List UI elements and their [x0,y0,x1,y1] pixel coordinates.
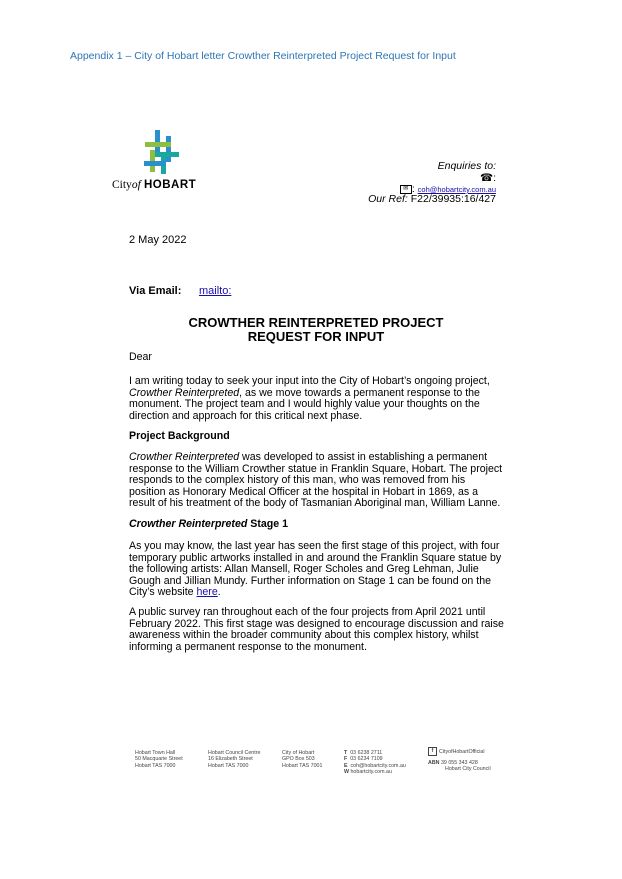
footer-text: Hobart Council Centre [208,750,261,756]
footer-key: T [344,750,348,756]
footer-text: 50 Macquarie Street [135,756,183,763]
city-of-hobart-logo-icon [130,130,212,178]
footer-facebook[interactable]: CityofHobartOfficial [439,748,485,755]
paragraph-intro [129,376,504,422]
logo-hobart: HOBART [143,179,197,191]
email-row: ✉ : coh@hobartcity.com.au [400,183,496,195]
phone-colon: : [493,172,496,184]
logo-wordmark [112,179,196,191]
footer-council: Hobart City Council [445,766,491,773]
footer-text: Hobart TAS 7000 [208,762,249,769]
appendix-header: Appendix 1 – City of Hobart letter Crowther Reinterpreted Project Request for Input [70,50,456,62]
our-ref-row [368,193,496,205]
heading-stage-1 [129,519,504,531]
footer-text: 16 Elizabeth Street [208,756,253,763]
stage1-rest: Stage 1 [247,518,288,530]
footer-abn-label: ABN [428,760,440,766]
letter-title [129,316,503,344]
footer-website[interactable]: hobartcity.com.au [350,769,392,776]
paragraph-stage-1 [129,541,504,599]
logo-of: of [131,179,141,191]
footer-fax: 03 6234 7109 [350,756,383,763]
email-icon: ✉ [400,185,412,194]
para3-end: . [217,586,221,599]
footer-postal [282,750,322,769]
footer-social [428,747,491,773]
footer-text: Hobart TAS 7001 [282,762,323,769]
footer-text: Hobart TAS 7000 [135,762,176,769]
footer-phone: 03 6238 2711 [350,750,383,756]
paragraph-survey: A public survey ran throughout each of the four projects from April 2021 until February 2022. This first stage was designed to encourage discussion and raise awareness within the broader community about this complex history, whilst informing a permanent response to the monument. [129,606,504,653]
heading-project-background: Project Background [129,430,230,442]
enquiries-email-link[interactable]: coh@hobartcity.com.au [417,185,496,194]
title-line-2: REQUEST FOR INPUT [247,329,385,344]
para3-text: As you may know, the last year has seen the first stage of this project, with four temporary public artworks installed in and around the Franklin Square statue by the following artists: Allan Mansell, Roger Scholes and Greg Lehman, Julie Gough and Jillian Mundy. Further information on Stage 1 can be found on the City’s website [129,540,502,599]
title-line-1: CROWTHER REINTERPRETED PROJECT [188,315,444,330]
footer-text: City of Hobart [282,750,315,756]
salutation: Dear [129,351,152,363]
para1-part2: , as we move towards a permanent response to the monument. The project team and I would highly value your thoughts on the direction and approach for this critical next phase. [129,386,480,422]
our-ref-label: Our Ref: [368,193,408,205]
footer-council-centre [208,750,260,769]
para2-rest: was developed to assist in establishing a permanent response to the William Crowther statue in Franklin Square, Hobart. The project responds to the complex history of this man, who was removed from his position as Honorary Medical Officer at the hospital in Hobart in 1869, as a result of his treatment of the body of Tasmanian Aboriginal man, William Lanne. [129,451,503,510]
via-email-label: Via Email: [129,285,182,297]
website-here-link[interactable]: here [196,586,218,599]
footer-key: E [344,762,348,769]
footer-text: Hobart Town Hall [135,750,176,756]
footer-text: GPO Box 503 [282,756,315,763]
mailto-link[interactable]: mailto: [199,285,232,297]
phone-icon: ☎ [479,172,494,184]
footer-email[interactable]: coh@hobartcity.com.au [350,762,406,769]
enquiries-label: Enquiries to: [437,160,496,172]
paragraph-background [129,452,504,510]
stage1-italic: Crowther Reinterpreted [129,518,248,530]
our-ref-value: F22/39935:16/427 [410,193,496,205]
para2-italic: Crowther Reinterpreted [129,451,240,463]
facebook-icon: f [428,747,437,756]
footer-key: F [344,756,348,763]
footer-abn: 39 055 343 428 [440,760,478,766]
footer-key: W [344,769,349,776]
para1-part1: I am writing today to seek your input into the City of Hobart’s ongoing project, [129,375,490,387]
footer-town-hall [135,750,183,769]
logo-city: City [112,179,132,191]
letter-date: 2 May 2022 [129,234,187,246]
para1-italic: Crowther Reinterpreted [129,386,240,399]
footer-contact [344,750,406,776]
